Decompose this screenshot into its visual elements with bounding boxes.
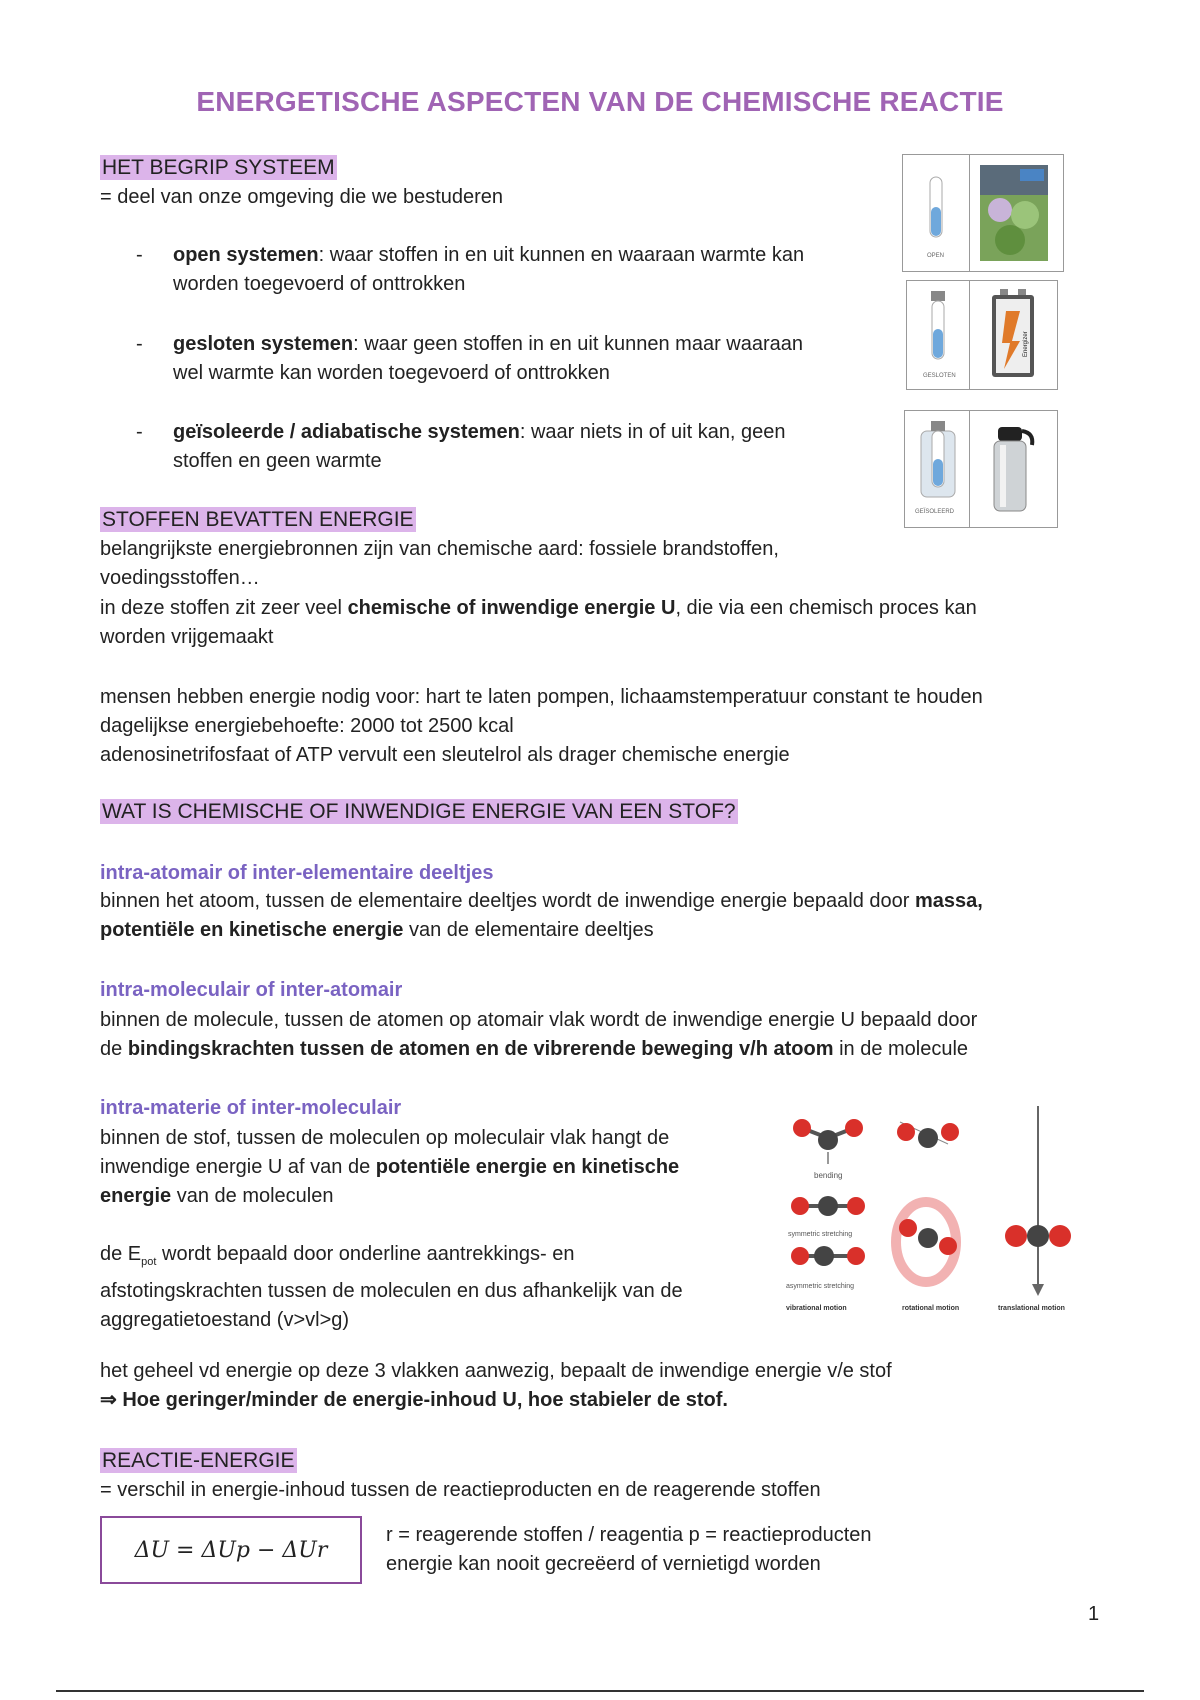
- label-asymmetric: asymmetric stretching: [786, 1283, 855, 1290]
- chemical-energy-paragraph: in deze stoffen zit zeer veel chemische of inwendige energie U, die via een chemisch proces kan worden vrijgemaakt: [100, 597, 977, 648]
- energy-sources-paragraph: belangrijkste energiebronnen zijn van chemische aard: fossiele brandstoffen, voedingsstoffen…: [100, 538, 779, 589]
- symmetric-molecule: [791, 1196, 865, 1216]
- rotational-molecule: [896, 1122, 959, 1282]
- summary-paragraph: het geheel vd energie op deze 3 vlakken aanwezig, bepaalt de inwendige energie v/e stof ⇒ Hoe geringer/minder de energie-inhoud U, hoe stabieler de stof.: [100, 1360, 892, 1411]
- section-heading-reactie-energie: REACTIE-ENERGIE: [102, 1449, 295, 1472]
- intra-materie-paragraph: binnen de stof, tussen de moleculen op moleculair vlak hangt de inwendige energie U af van de potentiële energie en kinetische energie van de moleculen: [100, 1127, 680, 1207]
- section-heading-inwendige-energie: WAT IS CHEMISCHE OF INWENDIGE ENERGIE VAN EEN STOF?: [102, 800, 736, 823]
- subheading-intra-materie: intra-materie of inter-moleculair: [100, 1097, 402, 1119]
- caption-gesloten: GESLOTEN: [923, 373, 956, 379]
- epot-paragraph: de $E_{pot}$ wordt bepaald door onderline aantrekkings- en afstotingskrachten tussen de moleculen en dus afhankelijk van de aggregatietoestand (v>vl>g): [100, 1243, 683, 1331]
- caption-geisoleerd: GEÏSOLEERD: [915, 509, 955, 515]
- label-symmetric: symmetric stretching: [788, 1231, 853, 1238]
- label-rotational: rotational motion: [902, 1305, 960, 1312]
- page-number: 1: [1088, 1603, 1100, 1625]
- bending-molecule: [793, 1119, 863, 1164]
- bullet-gesloten: - gesloten systemen: waar geen stoffen in en uit kunnen maar waaraan wel warmte kan worden toegevoerd of onttrokken: [136, 333, 803, 384]
- page-title: ENERGETISCHE ASPECTEN VAN DE CHEMISCHE REACTIE: [196, 86, 1004, 117]
- subheading-intra-moleculair: intra-moleculair of inter-atomair: [100, 979, 403, 1001]
- section-heading-stoffen: STOFFEN BEVATTEN ENERGIE: [102, 508, 414, 531]
- label-bending: bending: [814, 1171, 843, 1180]
- asymmetric-molecule: [791, 1246, 865, 1266]
- label-vibrational: vibrational motion: [786, 1305, 847, 1312]
- battery-label: Energizer: [1023, 331, 1029, 357]
- molecular-motion-figure: [780, 1098, 1100, 1318]
- label-translational: translational motion: [998, 1305, 1065, 1312]
- bullet-geisoleerd: - geïsoleerde / adiabatische systemen: waar niets in of uit kan, geen stoffen en geen warmte: [136, 421, 786, 472]
- section-heading-systeem: HET BEGRIP SYSTEEM: [102, 156, 335, 179]
- formula-notes: r = reagerende stoffen / reagentia p = reactieproducten energie kan nooit gecreëerd of vernietigd worden: [386, 1524, 872, 1575]
- human-energy-paragraph: mensen hebben energie nodig voor: hart te laten pompen, lichaamstemperatuur constant te houden dagelijkse energiebehoefte: 2000 tot 2500 kcal adenosinetrifosfaat of ATP vervult een sleutelrol als drager chemische energie: [100, 686, 983, 766]
- caption-open: OPEN: [927, 253, 945, 259]
- plant-watering-icon: [970, 155, 1062, 271]
- delta-u-formula: ΔU = ΔUp − ΔUr: [100, 1516, 362, 1584]
- isolated-system-image: [904, 410, 1058, 528]
- intra-atomair-paragraph: binnen het atoom, tussen de elementaire deeltjes wordt de inwendige energie bepaald door massa, potentiële en kinetische energie van de elementaire deeltjes: [100, 890, 983, 941]
- bullet-open: - open systemen: waar stoffen in en uit kunnen en waaraan warmte kan worden toegevoerd of onttrokken: [136, 244, 805, 295]
- battery-icon: [970, 281, 1056, 389]
- bottom-rule: [56, 1690, 1144, 1692]
- translational-molecule: [1005, 1106, 1071, 1296]
- reactie-energie-definition: = verschil in energie-inhoud tussen de reactieproducten en de reagerende stoffen: [100, 1479, 821, 1501]
- systeem-definition: = deel van onze omgeving die we bestuderen: [100, 186, 504, 208]
- subheading-intra-atomair: intra-atomair of inter-elementaire deeltjes: [100, 862, 494, 884]
- intra-moleculair-paragraph: binnen de molecule, tussen de atomen op atomair vlak wordt de inwendige energie U bepaald door de bindingskrachten tussen de atomen en de vibrerende beweging v/h atoom in de molecule: [100, 1009, 978, 1060]
- open-system-image: [902, 154, 1064, 272]
- closed-system-image: [906, 280, 1058, 390]
- thermos-icon: [970, 411, 1058, 527]
